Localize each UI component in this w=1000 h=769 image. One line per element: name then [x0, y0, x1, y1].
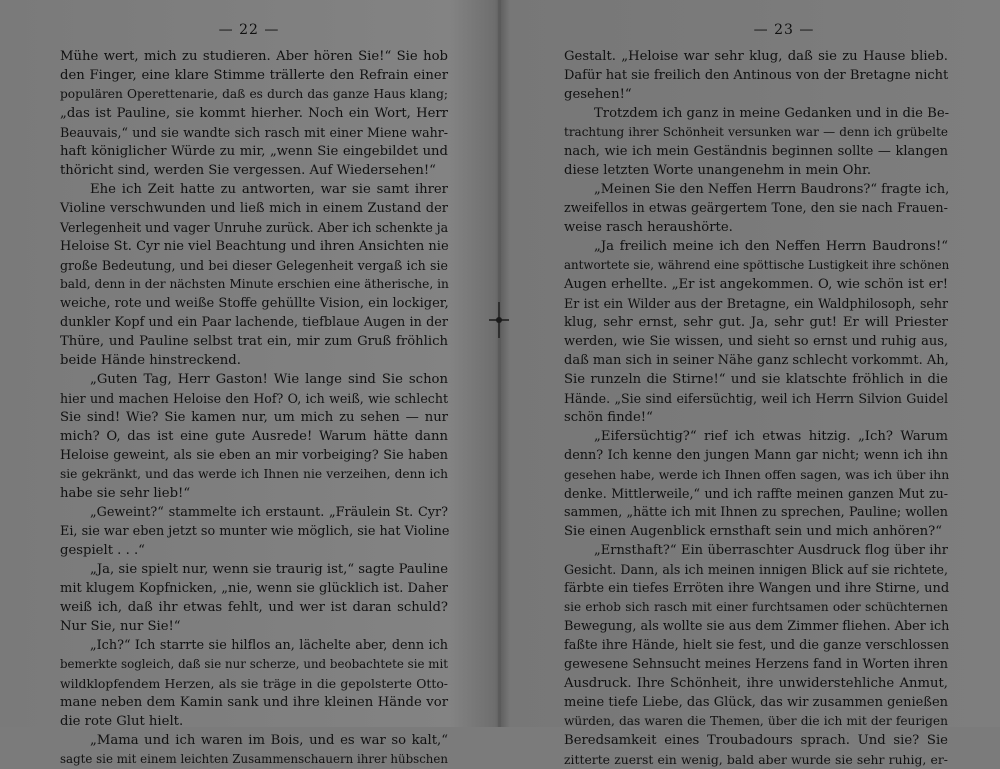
text-line: Beauvais,“ und sie wandte sich rasch mit einer Miene wahr- [60, 125, 448, 140]
text-line: Heloise St. Cyr nie viel Beachtung und ihren Ansichten nie [60, 239, 449, 254]
text-line: „Ernsthaft?“ Ein überraschter Ausdruck flog über ihr [594, 543, 948, 558]
text-line: färbte ein tiefes Erröten ihre Wangen und ihre Stirne, und [564, 581, 950, 596]
text-line: „Ja, sie spielt nur, wenn sie traurig ist,“ sagte Pauline [90, 562, 449, 577]
text-line: „Ja freilich meine ich den Neffen Herrn Baudrons!“ [594, 239, 948, 254]
text-line: habe sie sehr lieb!“ [60, 486, 191, 501]
text-line: Beredsamkeit eines Troubadours sprach. Und sie? Sie [564, 733, 948, 748]
text-line: haft königlicher Würde zu mir, „wenn Sie eingebildet und [60, 144, 448, 159]
text-line: meine tiefe Liebe, das Glück, das wir zusammen genießen [564, 695, 949, 710]
text-line: schön finde!“ [564, 410, 653, 425]
text-line: trachtung ihrer Schönheit versunken war — denn ich grübelte [564, 125, 948, 139]
text-line: mit klugem Kopfnicken, „nie, wenn sie glücklich ist. Daher [60, 581, 448, 596]
text-line: Ei, sie war eben jetzt so munter wie möglich, sie hat Violine [60, 524, 450, 539]
text-line: werden, wie Sie wissen, und sieht so ernst und ruhig aus, [564, 334, 948, 349]
text-line: Nur Sie, nur Sie!“ [60, 619, 181, 634]
text-line: gespielt . . .“ [60, 543, 145, 558]
text-line: Trotzdem ich ganz in meine Gedanken und in die Be- [594, 106, 950, 121]
text-line: Dafür hat sie freilich den Antinous von der Bretagne nicht [564, 68, 949, 83]
text-line: „Geweint?“ stammelte ich erstaunt. „Fräulein St. Cyr? [90, 505, 448, 520]
text-line: den Finger, eine klare Stimme trällerte den Refrain einer [60, 68, 448, 83]
text-line: Gesicht. Dann, als ich meinen innigen Blick auf sie richtete, [564, 562, 948, 577]
text-line: Thüre, und Pauline selbst trat ein, mir zum Gruß fröhlich [60, 334, 448, 349]
text-line: Ausdruck. Ihre Schönheit, ihre unwiderstehliche Anmut, [564, 676, 948, 691]
text-line: antwortete sie, während eine spöttische Lustigkeit ihre schönen [564, 258, 950, 272]
page-body [564, 47, 948, 769]
text-line: Sie runzeln die Stirne!“ und sie klatschte fröhlich in die [564, 372, 948, 387]
text-line: nach, wie ich mein Geständnis beginnen sollte — klangen [564, 144, 948, 159]
text-line: große Bedeutung, und bei dieser Gelegenheit vergaß ich sie [60, 258, 448, 273]
text-line: zitterte zuerst ein wenig, bald aber wurde sie sehr ruhig, er- [564, 752, 948, 767]
text-line: „das ist Pauline, sie kommt hierher. Noch ein Wort, Herr [60, 106, 448, 121]
text-line: sagte sie mit einem leichten Zusammenschauern ihrer hübschen [60, 752, 448, 766]
text-line: klug, sehr ernst, sehr gut. Ja, sehr gut! Er will Priester [564, 315, 948, 330]
text-line: zweifellos in etwas geärgertem Tone, den sie nach Frauen- [564, 201, 948, 216]
left-page [0, 0, 498, 766]
text-line: „Meinen Sie den Neffen Herrn Baudrons?“ fragte ich, [594, 182, 950, 197]
text-line: sie gekränkt, und das werde ich Ihnen nie verzeihen, denn ich [60, 467, 448, 481]
text-line: Verlegenheit und vager Unruhe zurück. Aber ich schenkte ja [60, 220, 449, 235]
text-line: weiß ich, daß ihr etwas fehlt, und wer ist daran schuld? [60, 600, 448, 615]
page-body [60, 47, 448, 769]
text-line: die rote Glut hielt. [60, 714, 184, 729]
text-line: Er ist ein Wilder aus der Bretagne, ein Waldphilosoph, sehr [564, 296, 948, 311]
right-page [500, 0, 1000, 767]
page-number: — 23 — [753, 22, 815, 38]
text-line: faßte ihre Hände, hielt sie fest, und die ganze verschlossen [564, 638, 950, 653]
text-line: weiche, rote und weiße Stoffe gehüllte Vision, ein lockiger, [60, 296, 449, 311]
text-line: sammen, „hätte ich mit Ihnen zu sprechen, Pauline; wollen [564, 505, 948, 520]
text-line: Mühe wert, mich zu studieren. Aber hören Sie!“ Sie hob [60, 49, 448, 64]
text-line: Hände. „Sie sind eifersüchtig, weil ich Herrn Silvion Guidel [564, 391, 948, 406]
text-line: Ehe ich Zeit hatte zu antworten, war sie samt ihrer [90, 182, 448, 197]
text-line: wildklopfendem Herzen, als sie träge in die gepolsterte Otto- [60, 676, 448, 691]
text-line: gewesene Sehnsucht meines Herzens fand in Worten ihren [564, 657, 948, 672]
text-line: denke. Mittlerweile,“ und ich raffte meinen ganzen Mut zu- [564, 486, 948, 501]
text-line: „Eifersüchtig?“ rief ich etwas hitzig. „Ich? Warum [594, 429, 948, 444]
text-line: mane neben dem Kamin sank und ihre kleinen Hände vor [60, 695, 448, 710]
text-line: „Mama und ich waren im Bois, und es war so kalt,“ [90, 733, 448, 748]
text-line: beide Hände hinstreckend. [60, 353, 241, 368]
text-line: populären Operettenarie, daß es durch das ganze Haus klang; [60, 87, 448, 101]
text-line: mich? O, das ist eine gute Ausrede! Warum hätte dann [60, 429, 448, 444]
text-line: Heloise geweint, als sie eben an mir vorbeiging? Sie haben [60, 448, 448, 463]
text-line: gesehen habe, werde ich Ihnen offen sagen, was ich über ihn [564, 467, 950, 482]
page-number: — 22 — [218, 22, 280, 38]
text-line: Sie sind! Wie? Sie kamen nur, um mich zu sehen — nur [60, 410, 448, 425]
text-line: weise rasch heraushörte. [564, 220, 733, 235]
text-line: denn? Ich kenne den jungen Mann gar nicht; wenn ich ihn [564, 448, 948, 463]
text-line: Augen erhellte. „Er ist angekommen. O, wie schön ist er! [564, 277, 948, 292]
text-line: „Ich?“ Ich starrte sie hilflos an, lächelte aber, denn ich [90, 638, 448, 653]
text-line: gesehen!“ [564, 87, 632, 102]
text-line: Bewegung, als wollte sie aus dem Zimmer fliehen. Aber ich [564, 619, 950, 634]
text-line: hier und machen Heloise den Hof? O, ich weiß, wie schlecht [60, 391, 448, 406]
text-line: dunkler Kopf und ein Paar lachende, tiefblaue Augen in der [60, 315, 448, 330]
text-line: „Guten Tag, Herr Gaston! Wie lange sind Sie schon [90, 372, 448, 387]
text-line: diese letzten Worte unangenehm in mein Ohr. [564, 163, 872, 178]
text-line: thöricht sind, werden Sie vergessen. Auf Wiedersehen!“ [60, 163, 436, 178]
text-line: Gestalt. „Heloise war sehr klug, daß sie zu Hause blieb. [564, 49, 948, 64]
text-line: würden, das waren die Themen, über die ich mit der feurigen [564, 714, 948, 728]
text-line: bemerkte sogleich, daß sie nur scherze, und beobachtete sie mit [60, 657, 448, 671]
text-line: sie erhob sich rasch mit einer furchtsamen oder schüchternen [564, 600, 948, 614]
text-line: bald, denn in der nächsten Minute erschien eine ätherische, in [60, 277, 449, 291]
text-line: Violine verschwunden und ließ mich in einem Zustand der [60, 201, 448, 216]
text-line: daß man sich in seiner Nähe ganz schlecht vorkommt. Ah, [564, 353, 949, 368]
text-line: Sie einen Augenblick ernsthaft sein und mich anhören?“ [564, 524, 942, 539]
